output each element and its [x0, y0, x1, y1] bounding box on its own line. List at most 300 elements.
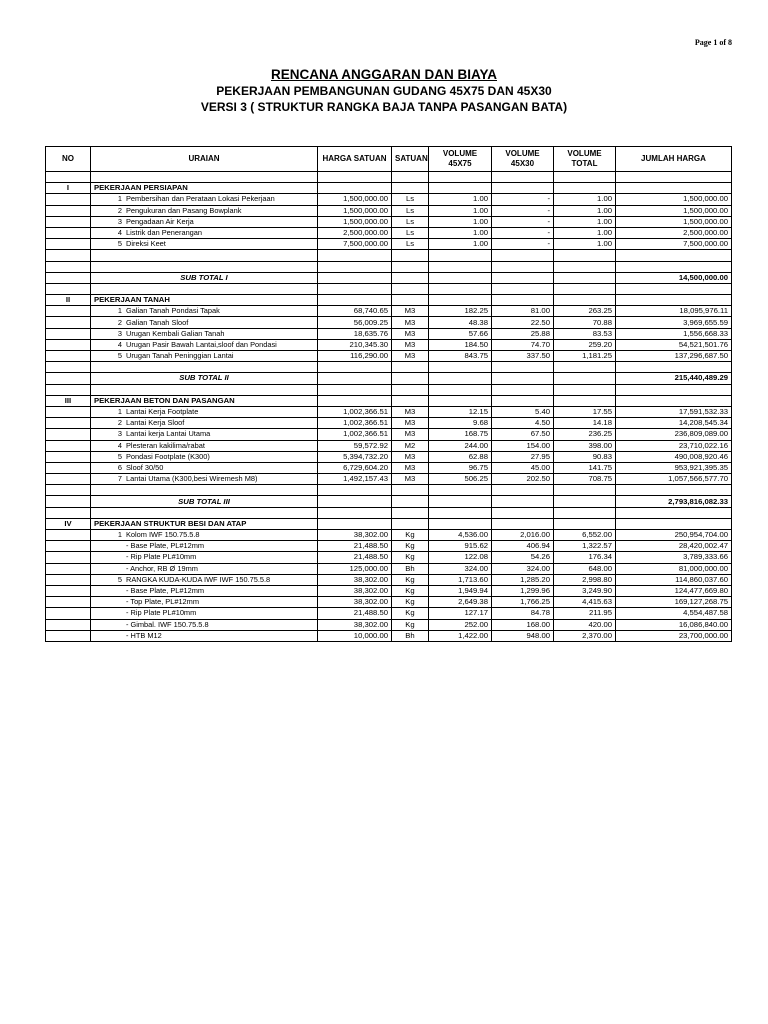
empty-cell — [616, 395, 732, 406]
section-row — [46, 295, 732, 306]
volume-45x75-cell: 2,649.38 — [429, 597, 492, 608]
jumlah-harga-cell: 2,500,000.00 — [616, 227, 732, 238]
volume-total-cell: 211.95 — [554, 608, 616, 619]
empty-cell — [616, 261, 732, 272]
empty-cell — [46, 496, 91, 507]
item-description-cell — [91, 630, 318, 641]
empty-cell — [554, 272, 616, 283]
item-index: 7 — [117, 474, 122, 484]
blank-row — [46, 261, 732, 272]
empty-cell — [392, 496, 429, 507]
jumlah-harga-cell: 114,860,037.60 — [616, 574, 732, 585]
jumlah-harga-cell: 23,710,022.16 — [616, 440, 732, 451]
subtotal-label: SUB TOTAL I — [91, 272, 318, 283]
empty-cell — [492, 496, 554, 507]
blank-row — [46, 384, 732, 395]
item-description: Urugan Pasir Bawah Lantai,sloof dan Pondasi — [126, 339, 277, 349]
item-description-cell — [91, 351, 318, 362]
satuan-cell: M3 — [392, 429, 429, 440]
item-description-cell — [91, 619, 318, 630]
jumlah-harga-cell: 137,296,687.50 — [616, 351, 732, 362]
harga-satuan-cell: 125,000.00 — [318, 563, 392, 574]
empty-cell — [392, 283, 429, 294]
item-description-cell — [91, 317, 318, 328]
volume-45x30-cell: 324.00 — [492, 563, 554, 574]
jumlah-harga-cell: 169,127,268.75 — [616, 597, 732, 608]
volume-45x75-cell: 843.75 — [429, 351, 492, 362]
item-description-cell — [91, 306, 318, 317]
item-description-cell — [91, 552, 318, 563]
item-description: - Gimbal. IWF 150.75.5.8 — [126, 619, 209, 629]
satuan-cell: Ls — [392, 227, 429, 238]
row-no-cell — [46, 351, 91, 362]
section-number: II — [46, 295, 91, 306]
empty-cell — [616, 362, 732, 373]
item-description-cell — [91, 205, 318, 216]
item-description-cell — [91, 194, 318, 205]
empty-cell — [616, 295, 732, 306]
empty-cell — [392, 507, 429, 518]
satuan-cell: Bh — [392, 563, 429, 574]
empty-cell — [392, 172, 429, 183]
satuan-cell: M3 — [392, 406, 429, 417]
satuan-cell: M3 — [392, 462, 429, 473]
row-no-cell — [46, 429, 91, 440]
item-description: Pengukuran dan Pasang Bowplank — [126, 205, 242, 215]
empty-cell — [318, 507, 392, 518]
empty-cell — [492, 395, 554, 406]
row-no-cell — [46, 462, 91, 473]
empty-cell — [91, 261, 318, 272]
volume-total-cell: 1,181.25 — [554, 351, 616, 362]
subtotal-amount: 2,793,816,082.33 — [616, 496, 732, 507]
harga-satuan-cell: 18,635.76 — [318, 328, 392, 339]
row-no-cell — [46, 339, 91, 350]
item-description: Kolom IWF 150.75.5.8 — [126, 530, 200, 540]
document-version: VERSI 3 ( STRUKTUR RANGKA BAJA TANPA PASANGAN BATA) — [200, 100, 568, 114]
empty-cell — [318, 183, 392, 194]
item-index: 2 — [117, 205, 122, 215]
row-no-cell — [46, 239, 91, 250]
jumlah-harga-cell: 250,954,704.00 — [616, 530, 732, 541]
volume-45x30-cell: 45.00 — [492, 462, 554, 473]
subtotal-amount: 14,500,000.00 — [616, 272, 732, 283]
item-index: 1 — [117, 306, 122, 316]
item-description: - Base Plate, PL#12mm — [126, 541, 205, 551]
item-index: 1 — [117, 407, 122, 417]
empty-cell — [554, 395, 616, 406]
volume-45x30-cell: 81.00 — [492, 306, 554, 317]
harga-satuan-cell: 38,302.00 — [318, 597, 392, 608]
item-description: Direksi Keet — [126, 239, 166, 249]
volume-45x30-cell: 84.78 — [492, 608, 554, 619]
table-row — [46, 541, 732, 552]
empty-cell — [429, 362, 492, 373]
subtotal-amount: 215,440,489.29 — [616, 373, 732, 384]
satuan-cell: Kg — [392, 619, 429, 630]
volume-total-cell: 17.55 — [554, 406, 616, 417]
empty-cell — [91, 362, 318, 373]
harga-satuan-cell: 10,000.00 — [318, 630, 392, 641]
volume-45x30-cell: 1,299.96 — [492, 585, 554, 596]
item-index: 5 — [117, 351, 122, 361]
item-description: - Base Plate, PL#12mm — [126, 586, 205, 596]
header-volume-45x75: VOLUME 45X75 — [429, 147, 492, 172]
satuan-cell: M3 — [392, 474, 429, 485]
empty-cell — [429, 283, 492, 294]
header-volume-45x30: VOLUME 45X30 — [492, 147, 554, 172]
harga-satuan-cell: 1,500,000.00 — [318, 194, 392, 205]
harga-satuan-cell: 5,394,732.20 — [318, 451, 392, 462]
empty-cell — [392, 518, 429, 529]
volume-total-cell: 2,998.80 — [554, 574, 616, 585]
volume-45x75-cell: 184.50 — [429, 339, 492, 350]
volume-45x75-cell: 1.00 — [429, 205, 492, 216]
empty-cell — [46, 485, 91, 496]
satuan-cell: M3 — [392, 317, 429, 328]
satuan-cell: Ls — [392, 205, 429, 216]
item-description-cell — [91, 530, 318, 541]
satuan-cell: Ls — [392, 216, 429, 227]
harga-satuan-cell: 38,302.00 — [318, 585, 392, 596]
empty-cell — [492, 373, 554, 384]
item-description: Lantai Kerja Footplate — [126, 407, 199, 417]
blank-row — [46, 172, 732, 183]
item-description: Lantai Utama (K300,besi Wiremesh M8) — [126, 474, 258, 484]
table-row — [46, 619, 732, 630]
volume-45x75-cell: 182.25 — [429, 306, 492, 317]
row-no-cell — [46, 563, 91, 574]
volume-45x30-cell: 27.95 — [492, 451, 554, 462]
volume-45x30-cell: 406.94 — [492, 541, 554, 552]
volume-total-cell: 708.75 — [554, 474, 616, 485]
table-row — [46, 440, 732, 451]
empty-cell — [392, 373, 429, 384]
satuan-cell: M2 — [392, 440, 429, 451]
empty-cell — [429, 384, 492, 395]
table-row — [46, 574, 732, 585]
row-no-cell — [46, 552, 91, 563]
volume-total-cell: 176.34 — [554, 552, 616, 563]
volume-45x30-cell: 22.50 — [492, 317, 554, 328]
satuan-cell: Kg — [392, 608, 429, 619]
document-title: RENCANA ANGGARAN DAN BIAYA — [270, 67, 498, 82]
subtotal-label: SUB TOTAL II — [91, 373, 318, 384]
table-row — [46, 306, 732, 317]
item-description-cell — [91, 216, 318, 227]
table-row — [46, 205, 732, 216]
empty-cell — [392, 395, 429, 406]
row-no-cell — [46, 597, 91, 608]
item-description-cell — [91, 474, 318, 485]
empty-cell — [318, 362, 392, 373]
empty-cell — [318, 272, 392, 283]
empty-cell — [492, 172, 554, 183]
empty-cell — [492, 518, 554, 529]
volume-45x30-cell: - — [492, 239, 554, 250]
empty-cell — [492, 295, 554, 306]
item-index: 1 — [117, 194, 122, 204]
item-description: - Rip Plate PL#10mm — [126, 608, 197, 618]
blank-row — [46, 283, 732, 294]
item-description-cell — [91, 597, 318, 608]
item-description-cell — [91, 462, 318, 473]
harga-satuan-cell: 1,002,366.51 — [318, 418, 392, 429]
volume-total-cell: 1.00 — [554, 205, 616, 216]
subtotal-row — [46, 373, 732, 384]
empty-cell — [429, 395, 492, 406]
empty-cell — [429, 261, 492, 272]
volume-45x75-cell: 122.08 — [429, 552, 492, 563]
section-row — [46, 183, 732, 194]
item-description-cell — [91, 563, 318, 574]
volume-45x75-cell: 48.38 — [429, 317, 492, 328]
empty-cell — [429, 250, 492, 261]
empty-cell — [392, 295, 429, 306]
empty-cell — [429, 183, 492, 194]
item-description: Pembersihan dan Perataan Lokasi Pekerjaan — [126, 194, 275, 204]
empty-cell — [554, 183, 616, 194]
item-description-cell — [91, 418, 318, 429]
table-row — [46, 552, 732, 563]
volume-total-cell: 1.00 — [554, 216, 616, 227]
table-row — [46, 451, 732, 462]
empty-cell — [429, 295, 492, 306]
blank-row — [46, 362, 732, 373]
jumlah-harga-cell: 1,556,668.33 — [616, 328, 732, 339]
table-row — [46, 328, 732, 339]
empty-cell — [91, 283, 318, 294]
jumlah-harga-cell: 54,521,501.76 — [616, 339, 732, 350]
item-index: 2 — [117, 317, 122, 327]
row-no-cell — [46, 585, 91, 596]
jumlah-harga-cell: 1,500,000.00 — [616, 216, 732, 227]
harga-satuan-cell: 116,290.00 — [318, 351, 392, 362]
item-description-cell — [91, 541, 318, 552]
table-row — [46, 339, 732, 350]
table-row — [46, 239, 732, 250]
row-no-cell — [46, 328, 91, 339]
empty-cell — [429, 172, 492, 183]
row-no-cell — [46, 541, 91, 552]
harga-satuan-cell: 210,345.30 — [318, 339, 392, 350]
item-description: Pengadaan Air Kerja — [126, 216, 194, 226]
empty-cell — [616, 518, 732, 529]
table-row — [46, 585, 732, 596]
table-row — [46, 227, 732, 238]
row-no-cell — [46, 317, 91, 328]
volume-total-cell: 1.00 — [554, 194, 616, 205]
harga-satuan-cell: 21,488.50 — [318, 608, 392, 619]
jumlah-harga-cell: 490,008,920.46 — [616, 451, 732, 462]
jumlah-harga-cell: 14,208,545.34 — [616, 418, 732, 429]
table-row — [46, 608, 732, 619]
empty-cell — [554, 507, 616, 518]
item-description: - HTB M12 — [126, 630, 162, 640]
item-description-cell — [91, 440, 318, 451]
satuan-cell: Kg — [392, 585, 429, 596]
header-no: NO — [46, 147, 91, 172]
empty-cell — [616, 384, 732, 395]
volume-total-cell: 398.00 — [554, 440, 616, 451]
section-number: IV — [46, 518, 91, 529]
row-no-cell — [46, 440, 91, 451]
satuan-cell: M3 — [392, 339, 429, 350]
empty-cell — [318, 283, 392, 294]
empty-cell — [392, 250, 429, 261]
satuan-cell: M3 — [392, 451, 429, 462]
empty-cell — [392, 183, 429, 194]
empty-cell — [318, 373, 392, 384]
volume-total-cell: 263.25 — [554, 306, 616, 317]
item-description-cell — [91, 451, 318, 462]
subtotal-row — [46, 272, 732, 283]
harga-satuan-cell: 56,009.25 — [318, 317, 392, 328]
item-description: Pondasi Footplate (K300) — [126, 451, 210, 461]
jumlah-harga-cell: 124,477,669.80 — [616, 585, 732, 596]
volume-total-cell: 420.00 — [554, 619, 616, 630]
empty-cell — [492, 507, 554, 518]
harga-satuan-cell: 68,740.65 — [318, 306, 392, 317]
table-row — [46, 406, 732, 417]
volume-total-cell: 3,249.90 — [554, 585, 616, 596]
item-description: Galian Tanah Pondasi Tapak — [126, 306, 220, 316]
volume-45x30-cell: 54.26 — [492, 552, 554, 563]
empty-cell — [616, 183, 732, 194]
volume-45x75-cell: 506.25 — [429, 474, 492, 485]
table-row — [46, 351, 732, 362]
volume-45x75-cell: 1.00 — [429, 239, 492, 250]
table-row — [46, 474, 732, 485]
table-row — [46, 418, 732, 429]
harga-satuan-cell: 1,002,366.51 — [318, 429, 392, 440]
harga-satuan-cell: 59,572.92 — [318, 440, 392, 451]
satuan-cell: M3 — [392, 306, 429, 317]
empty-cell — [318, 395, 392, 406]
empty-cell — [46, 172, 91, 183]
empty-cell — [46, 250, 91, 261]
volume-45x30-cell: 4.50 — [492, 418, 554, 429]
item-description: Plesteran kakilima/rabat — [126, 440, 205, 450]
empty-cell — [429, 496, 492, 507]
table-row — [46, 194, 732, 205]
item-description: Sloof 30/50 — [126, 462, 164, 472]
volume-45x75-cell: 96.75 — [429, 462, 492, 473]
empty-cell — [616, 283, 732, 294]
empty-cell — [554, 250, 616, 261]
satuan-cell: Kg — [392, 530, 429, 541]
empty-cell — [429, 272, 492, 283]
harga-satuan-cell: 38,302.00 — [318, 574, 392, 585]
row-no-cell — [46, 530, 91, 541]
item-description-cell — [91, 429, 318, 440]
item-description-cell — [91, 239, 318, 250]
budget-table — [45, 146, 732, 642]
volume-45x75-cell: 127.17 — [429, 608, 492, 619]
jumlah-harga-cell: 23,700,000.00 — [616, 630, 732, 641]
volume-total-cell: 141.75 — [554, 462, 616, 473]
empty-cell — [554, 362, 616, 373]
volume-45x75-cell: 244.00 — [429, 440, 492, 451]
volume-total-cell: 83.53 — [554, 328, 616, 339]
empty-cell — [616, 507, 732, 518]
empty-cell — [392, 272, 429, 283]
volume-45x30-cell: 67.50 — [492, 429, 554, 440]
volume-total-cell: 2,370.00 — [554, 630, 616, 641]
empty-cell — [429, 485, 492, 496]
empty-cell — [91, 384, 318, 395]
volume-45x30-cell: 202.50 — [492, 474, 554, 485]
empty-cell — [318, 496, 392, 507]
volume-45x75-cell: 915.62 — [429, 541, 492, 552]
section-title: PEKERJAAN BETON DAN PASANGAN — [91, 395, 318, 406]
volume-45x30-cell: 1,285.20 — [492, 574, 554, 585]
empty-cell — [492, 384, 554, 395]
volume-45x75-cell: 324.00 — [429, 563, 492, 574]
volume-total-cell: 70.88 — [554, 317, 616, 328]
empty-cell — [46, 362, 91, 373]
empty-cell — [318, 250, 392, 261]
section-number: I — [46, 183, 91, 194]
item-description: Listrik dan Penerangan — [126, 228, 203, 238]
volume-total-cell: 259.20 — [554, 339, 616, 350]
empty-cell — [554, 373, 616, 384]
jumlah-harga-cell: 4,554,487.58 — [616, 608, 732, 619]
table-row — [46, 317, 732, 328]
empty-cell — [318, 172, 392, 183]
jumlah-harga-cell: 1,500,000.00 — [616, 194, 732, 205]
table-row — [46, 563, 732, 574]
empty-cell — [554, 261, 616, 272]
empty-cell — [554, 172, 616, 183]
satuan-cell: M3 — [392, 328, 429, 339]
item-index: 1 — [117, 530, 122, 540]
item-description-cell — [91, 227, 318, 238]
empty-cell — [46, 373, 91, 384]
jumlah-harga-cell: 1,500,000.00 — [616, 205, 732, 216]
section-title: PEKERJAAN STRUKTUR BESI DAN ATAP — [91, 518, 318, 529]
section-row — [46, 395, 732, 406]
jumlah-harga-cell: 3,789,333.66 — [616, 552, 732, 563]
empty-cell — [46, 384, 91, 395]
volume-total-cell: 1.00 — [554, 227, 616, 238]
item-index: 5 — [117, 239, 122, 249]
harga-satuan-cell: 6,729,604.20 — [318, 462, 392, 473]
volume-total-cell: 1,322.57 — [554, 541, 616, 552]
empty-cell — [492, 261, 554, 272]
blank-row — [46, 485, 732, 496]
header-volume-total: VOLUME TOTAL — [554, 147, 616, 172]
empty-cell — [392, 485, 429, 496]
volume-45x30-cell: 25.88 — [492, 328, 554, 339]
empty-cell — [392, 362, 429, 373]
empty-cell — [91, 172, 318, 183]
empty-cell — [429, 518, 492, 529]
jumlah-harga-cell: 236,809,089.00 — [616, 429, 732, 440]
volume-total-cell: 1.00 — [554, 239, 616, 250]
volume-total-cell: 90.83 — [554, 451, 616, 462]
item-description: - Rip Plate PL#10mm — [126, 552, 197, 562]
item-description: - Top Plate, PL#12mm — [126, 597, 199, 607]
section-number: III — [46, 395, 91, 406]
empty-cell — [46, 272, 91, 283]
volume-45x30-cell: 948.00 — [492, 630, 554, 641]
row-no-cell — [46, 630, 91, 641]
harga-satuan-cell: 1,002,366.51 — [318, 406, 392, 417]
empty-cell — [318, 295, 392, 306]
volume-45x75-cell: 1,949.94 — [429, 585, 492, 596]
item-description: - Anchor, RB Ø 19mm — [126, 563, 198, 573]
